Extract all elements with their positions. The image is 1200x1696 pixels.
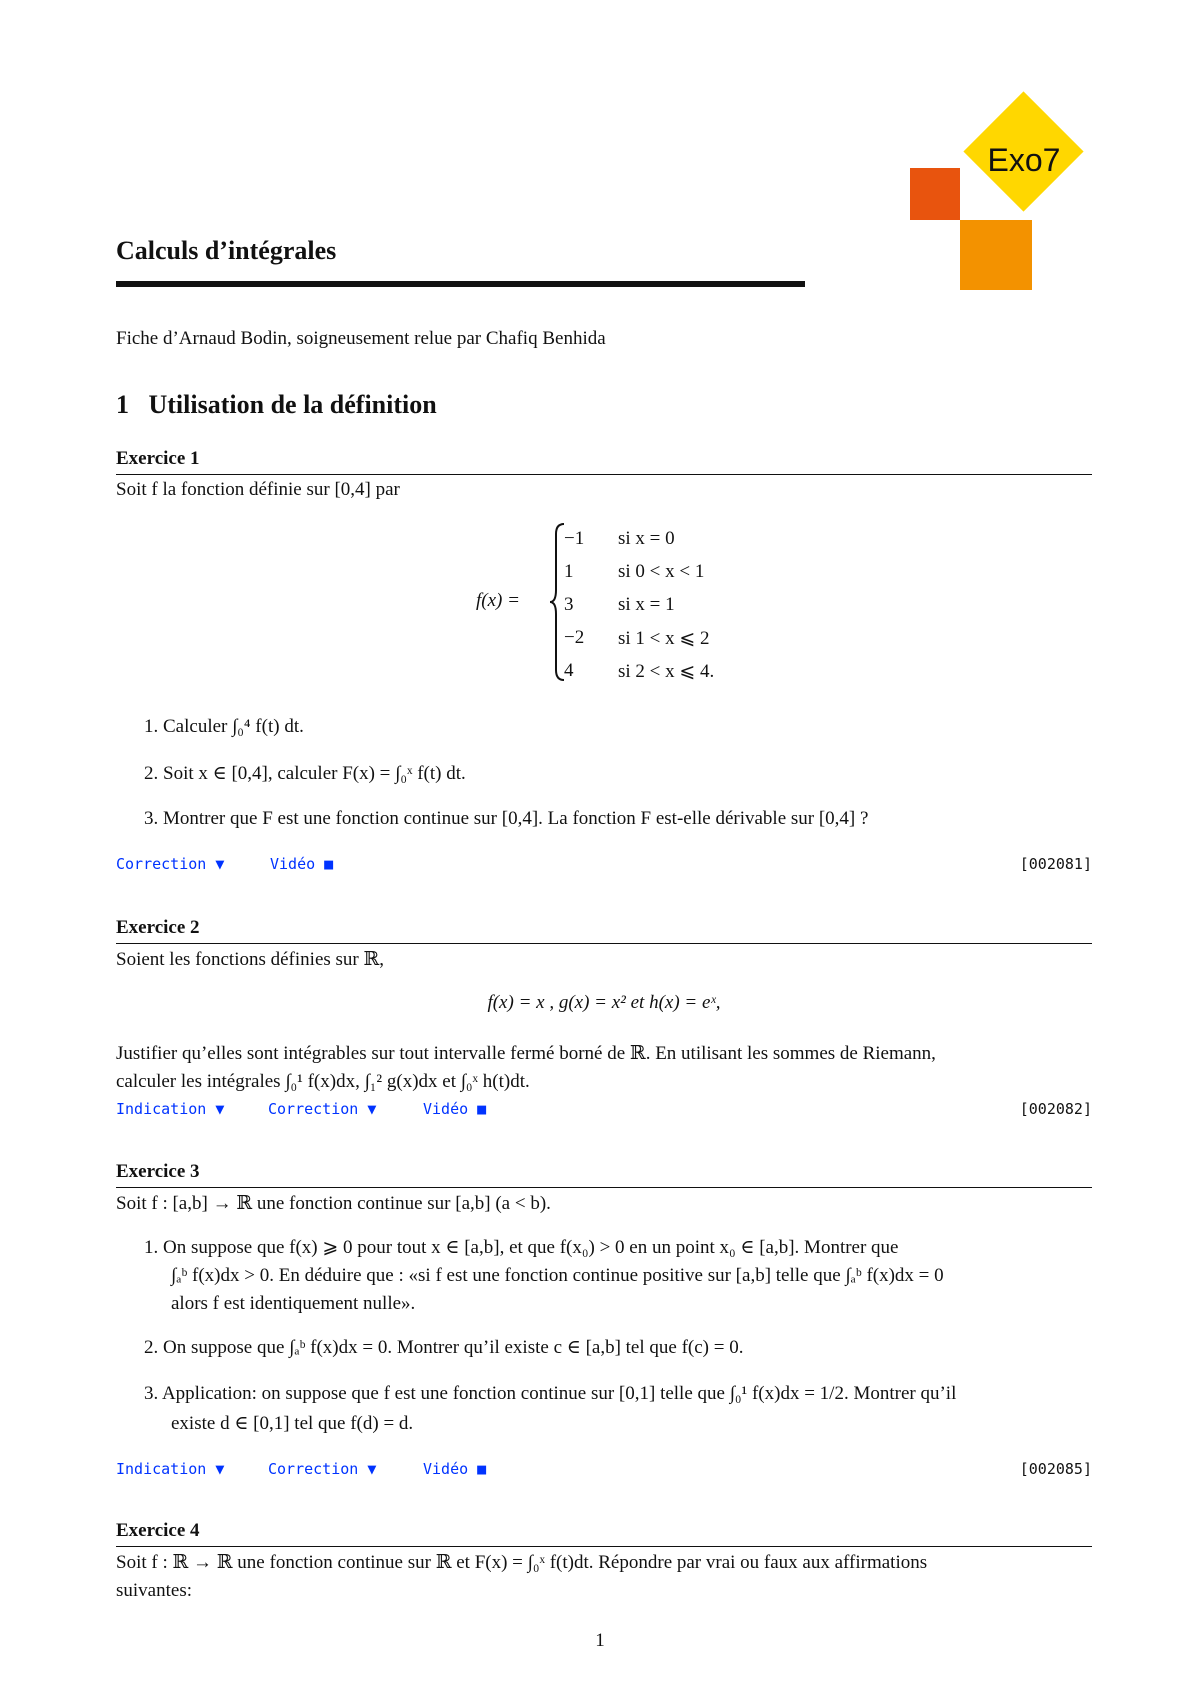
exercise-2-text-line: Justifier qu’elles sont intégrables sur tout intervalle fermé borné de ℝ. En utilisant les sommes de Riemann, xyxy=(116,1043,936,1064)
piecewise-condition: si 2 < x ⩽ 4. xyxy=(618,661,715,682)
document-title: Calculs d’intégrales xyxy=(116,236,337,265)
exercise-4-heading: Exercice 4 xyxy=(116,1520,200,1541)
exercise-2-text-line: calculer les intégrales ∫₀¹ f(x)dx, ∫₁² g(x)dx et ∫₀ˣ h(t)dt. xyxy=(116,1071,530,1092)
exercise-4-rule xyxy=(116,1546,1092,1547)
exercise-code: [002082] xyxy=(1019,1100,1092,1118)
correction-link[interactable]: Correction ▼ xyxy=(116,855,225,873)
exercise-1-item-2: 2. Soit x ∈ [0,4], calculer F(x) = ∫₀ˣ f(t) dt. xyxy=(144,763,466,784)
correction-link[interactable]: Correction ▼ xyxy=(268,1460,377,1478)
piecewise-value: 4 xyxy=(564,660,574,681)
logo-text: Exo7 xyxy=(987,142,1061,178)
exercise-3-item-1: 1. On suppose que f(x) ⩾ 0 pour tout x ∈ [a,b], et que f(x₀) > 0 en un point x₀ ∈ [a,b]. Montrer que xyxy=(144,1237,899,1258)
exercise-3-heading: Exercice 3 xyxy=(116,1161,200,1182)
piecewise-condition: si 1 < x ⩽ 2 xyxy=(618,628,710,649)
exercise-3-item-1-cont: ∫ₐᵇ f(x)dx > 0. En déduire que : «si f est une fonction continue positive sur [a,b] telle que ∫ₐᵇ f(x)dx = 0 xyxy=(171,1265,944,1286)
piecewise-condition: si 0 < x < 1 xyxy=(618,561,705,582)
piecewise-value: −1 xyxy=(564,528,585,549)
exercise-3-item-1-cont: alors f est identiquement nulle». xyxy=(171,1293,416,1314)
video-link[interactable]: Vidéo ■ xyxy=(423,1100,487,1118)
exercise-2-formula: f(x) = x , g(x) = x² et h(x) = eˣ, xyxy=(487,992,721,1013)
piecewise-value: 3 xyxy=(564,594,574,615)
exercise-2-heading: Exercice 2 xyxy=(116,917,200,938)
exercise-1-heading: Exercice 1 xyxy=(116,448,200,469)
piecewise-value: −2 xyxy=(564,627,585,648)
indication-link[interactable]: Indication ▼ xyxy=(116,1100,225,1118)
correction-link[interactable]: Correction ▼ xyxy=(268,1100,377,1118)
author-line: Fiche d’Arnaud Bodin, soigneusement relue par Chafiq Benhida xyxy=(116,328,606,349)
exercise-3-item-3: 3. Application: on suppose que f est une fonction continue sur [0,1] telle que ∫₀¹ f(x)dx = 1/2. Montrer qu’il xyxy=(144,1383,957,1404)
exercise-code: [002085] xyxy=(1019,1460,1092,1478)
exercise-code: [002081] xyxy=(1019,855,1092,873)
title-rule xyxy=(116,281,805,287)
piecewise-lhs: f(x) = xyxy=(476,590,520,611)
indication-link[interactable]: Indication ▼ xyxy=(116,1460,225,1478)
piecewise-condition: si x = 1 xyxy=(618,594,675,615)
exercise-4-text-line: suivantes: xyxy=(116,1580,192,1601)
exercise-3-rule xyxy=(116,1187,1092,1188)
exercise-4-text-line: Soit f : ℝ → ℝ une fonction continue sur ℝ et F(x) = ∫₀ˣ f(t)dt. Répondre par vrai ou faux aux affirmations xyxy=(116,1552,928,1573)
exercise-3-intro: Soit f : [a,b] → ℝ une fonction continue sur [a,b] (a < b). xyxy=(116,1193,551,1214)
exercise-2-links xyxy=(116,1100,1092,1122)
exercise-2-intro: Soient les fonctions définies sur ℝ, xyxy=(116,949,385,970)
exercise-3-item-2: 2. On suppose que ∫ₐᵇ f(x)dx = 0. Montrer qu’il existe c ∈ [a,b] tel que f(c) = 0. xyxy=(144,1337,744,1358)
video-link[interactable]: Vidéo ■ xyxy=(423,1460,487,1478)
section-heading: 1 Utilisation de la définition xyxy=(116,390,437,419)
piecewise-condition: si x = 0 xyxy=(618,528,675,549)
piecewise-value: 1 xyxy=(564,561,574,582)
logo-red-square xyxy=(910,168,960,220)
logo-orange-square xyxy=(960,220,1032,290)
exercise-1-item-3: 3. Montrer que F est une fonction continue sur [0,4]. La fonction F est-elle dérivable sur [0,4] ? xyxy=(144,808,869,829)
exercise-1-rule xyxy=(116,474,1092,475)
exercise-1-links xyxy=(116,855,1092,877)
video-link[interactable]: Vidéo ■ xyxy=(270,855,334,873)
exercise-3-links xyxy=(116,1460,1092,1482)
exercise-1-item-1: 1. Calculer ∫₀⁴ f(t) dt. xyxy=(144,716,304,737)
exercise-2-rule xyxy=(116,943,1092,944)
page-number: 1 xyxy=(595,1630,605,1651)
exercise-3-item-3-cont: existe d ∈ [0,1] tel que f(d) = d. xyxy=(171,1413,414,1434)
exercise-1-intro: Soit f la fonction définie sur [0,4] par xyxy=(116,479,400,500)
